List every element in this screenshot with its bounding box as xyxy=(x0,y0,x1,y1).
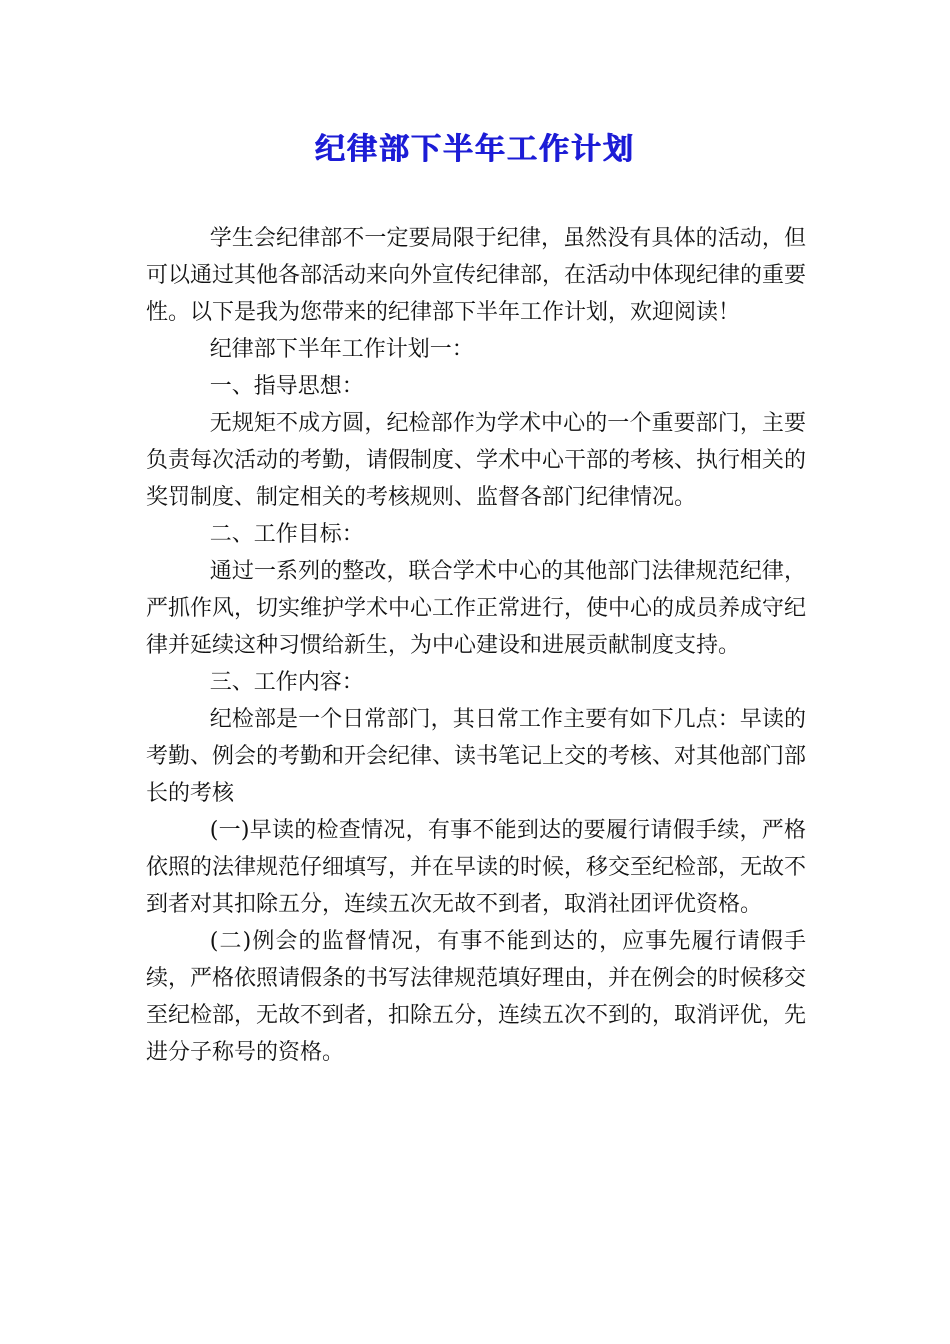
paragraph-item-regular-meeting: (二)例会的监督情况，有事不能到达的，应事先履行请假手续，严格依照请假条的书写法律规范填好理由，并在例会的时候移交至纪检部，无故不到者，扣除五分，连续五次不到的，取消评优，先进分子称号的资格。 xyxy=(146,929,807,1065)
section-heading-work-content: 三、工作内容： xyxy=(209,670,364,695)
section-heading-work-goals: 二、工作目标： xyxy=(209,522,364,547)
paragraph-work-goals: 通过一系列的整改，联合学术中心的其他部门法律规范纪律，严抓作风，切实维护学术中心工作正常进行，使中心的成员养成守纪律并延续这种习惯给新生，为中心建设和进展贡献制度支持。 xyxy=(146,559,807,658)
document-body xyxy=(146,220,806,1071)
section-heading-guiding-thought: 一、指导思想： xyxy=(209,374,364,399)
paragraph-work-content: 纪检部是一个日常部门，其日常工作主要有如下几点：早读的考勤、例会的考勤和开会纪律、读书笔记上交的考核、对其他部门部长的考核 xyxy=(146,707,807,806)
paragraph-intro: 学生会纪律部不一定要局限于纪律，虽然没有具体的活动，但可以通过其他各部活动来向外宣传纪律部，在活动中体现纪律的重要性。以下是我为您带来的纪律部下半年工作计划，欢迎阅读！ xyxy=(146,226,807,325)
paragraph-guiding-thought: 无规矩不成方圆，纪检部作为学术中心的一个重要部门，主要负责每次活动的考勤，请假制度、学术中心干部的考核、执行相关的奖罚制度、制定相关的考核规则、监督各部门纪律情况。 xyxy=(146,411,807,510)
document-title: 纪律部下半年工作计划 xyxy=(315,132,635,167)
paragraph-item-morning-reading: (一)早读的检查情况，有事不能到达的要履行请假手续，严格依照的法律规范仔细填写，并在早读的时候，移交至纪检部，无故不到者对其扣除五分，连续五次无故不到者，取消社团评优资格。 xyxy=(146,818,807,917)
paragraph-plan-heading: 纪律部下半年工作计划一： xyxy=(209,337,474,362)
